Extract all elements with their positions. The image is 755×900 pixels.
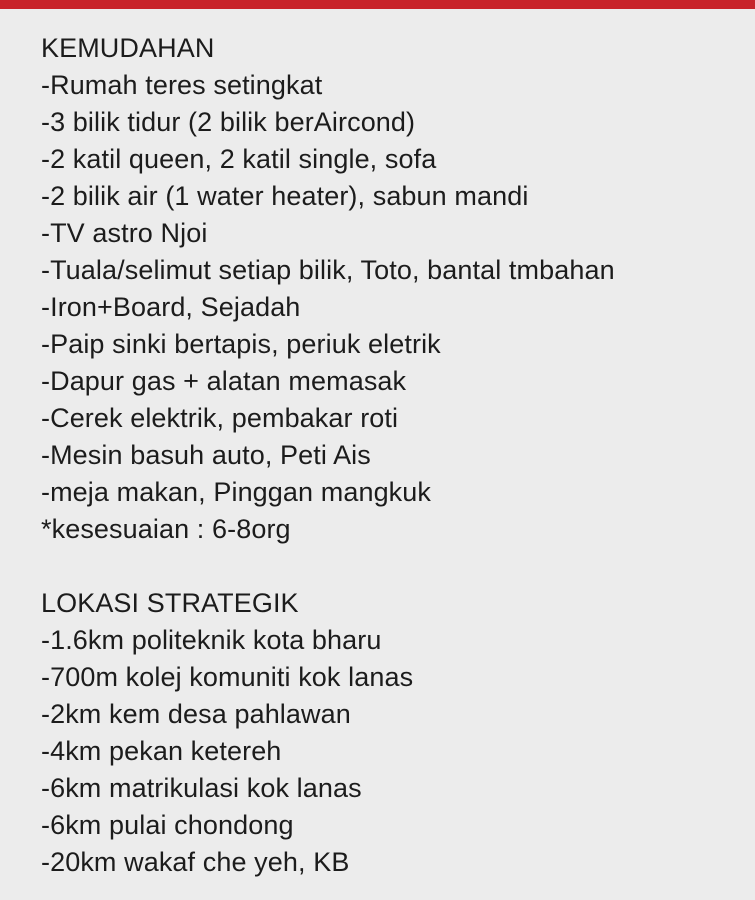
facility-item: -2 bilik air (1 water heater), sabun mandi [41,181,529,211]
facility-item: -Dapur gas + alatan memasak [41,366,407,396]
location-item: -700m kolej komuniti kok lanas [41,662,414,692]
facility-item: -Iron+Board, Sejadah [41,292,301,322]
capacity-note: *kesesuaian : 6-8org [41,514,291,544]
facility-item: -Rumah teres setingkat [41,70,323,100]
facility-item: -3 bilik tidur (2 bilik berAircond) [41,107,416,137]
listing-text [41,30,741,881]
facility-item: -2 katil queen, 2 katil single, sofa [41,144,437,174]
facility-item: -Paip sinki bertapis, periuk eletrik [41,329,441,359]
location-heading: LOKASI STRATEGIK [41,588,299,618]
location-item: -1.6km politeknik kota bharu [41,625,382,655]
facility-item: -Tuala/selimut setiap bilik, Toto, bantal tmbahan [41,255,615,285]
location-item: -4km pekan ketereh [41,736,282,766]
location-item: -20km wakaf che yeh, KB [41,847,350,877]
facility-item: -meja makan, Pinggan mangkuk [41,477,432,507]
location-item: -6km pulai chondong [41,810,294,840]
facilities-heading: KEMUDAHAN [41,33,215,63]
top-accent-bar [0,0,755,9]
facility-item: -Cerek elektrik, pembakar roti [41,403,399,433]
facility-item: -Mesin basuh auto, Peti Ais [41,440,371,470]
section-spacer [41,548,741,585]
location-item: -6km matrikulasi kok lanas [41,773,362,803]
facility-item: -TV astro Njoi [41,218,208,248]
location-item: -2km kem desa pahlawan [41,699,351,729]
